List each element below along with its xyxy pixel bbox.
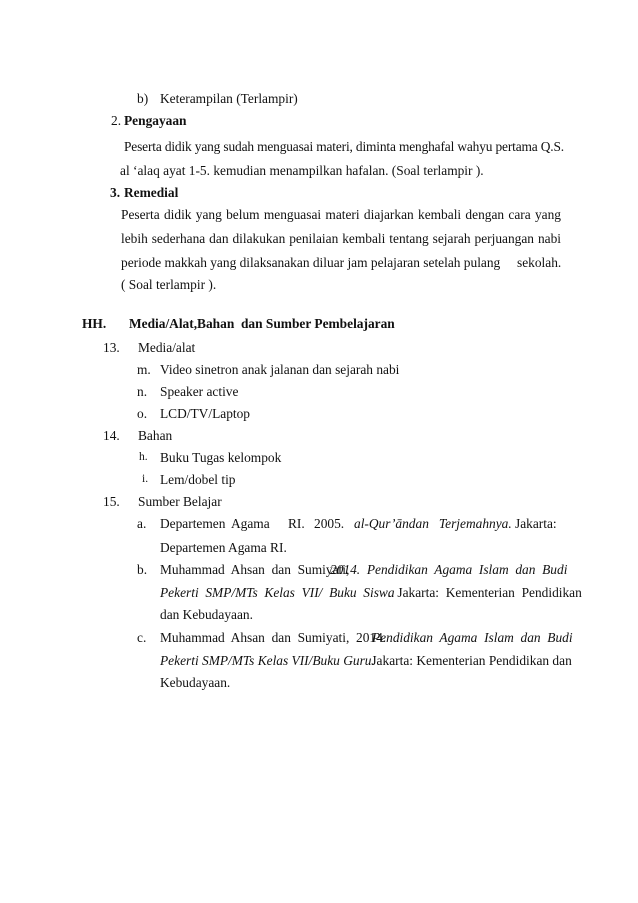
list-marker: a.: [137, 516, 147, 531]
reference-text: Muhammad Ahsan dan Sumiyati, 2014.: [160, 630, 387, 645]
reference-title: 2014. Pendidikan Agama Islam dan Budi: [330, 562, 568, 577]
reference-text: RI.: [288, 516, 305, 531]
paragraph-line: al ‘alaq ayat 1-5. kemudian menampilkan hafalan. (Soal terlampir ).: [120, 163, 484, 178]
paragraph-line: Peserta didik yang belum menguasai materi diajarkan kembali dengan cara yang: [121, 207, 561, 222]
reference-text: . Jakarta: Kementerian Pendidikan: [384, 585, 582, 600]
reference-title: Pekerti SMP/MTs Kelas VII/Buku Guru.: [160, 653, 375, 668]
list-number: 13.: [103, 340, 120, 355]
section-heading-remedial: Remedial: [124, 185, 179, 200]
section-number: HH.: [82, 316, 107, 331]
reference-text: Muhammad Ahsan dan Sumiyati,: [160, 562, 350, 577]
list-item-text: Lem/dobel tip: [160, 472, 236, 487]
paragraph-line: periode makkah yang dilaksanakan diluar jam pelajaran setelah pulang sekolah.: [121, 255, 562, 270]
list-item-text: Buku Tugas kelompok: [160, 450, 282, 465]
list-heading: Sumber Belajar: [138, 494, 222, 509]
section-heading-hh: Media/Alat,Bahan dan Sumber Pembelajaran: [129, 316, 395, 331]
list-marker: n.: [137, 384, 148, 399]
reference-title: Pekerti SMP/MTs Kelas VII/ Buku Siswa: [160, 585, 395, 600]
paragraph-line: lebih sederhana dan dilakukan penilaian kembali tentang sejarah perjuangan nabi: [121, 231, 561, 246]
reference-text: Jakarta:: [515, 516, 557, 531]
reference-text: Departemen Agama RI.: [160, 540, 287, 555]
list-item-text: Keterampilan (Terlampir): [160, 91, 298, 106]
list-marker: c.: [137, 630, 147, 645]
list-marker: m.: [137, 362, 151, 377]
reference-text: Kebudayaan.: [160, 675, 231, 690]
reference-text: 2005.: [314, 516, 345, 531]
reference-title: al-Qur’āndan Terjemahnya.: [354, 516, 512, 531]
list-heading: Bahan: [138, 428, 173, 443]
paragraph-line: Peserta didik yang sudah menguasai materi, diminta menghafal wahyu pertama Q.S.: [124, 139, 564, 154]
list-marker: b): [137, 91, 149, 106]
section-number: 2.: [111, 113, 122, 128]
reference-text: Agama: [231, 516, 270, 531]
list-item-text: LCD/TV/Laptop: [160, 406, 251, 421]
reference-text: Jakarta: Kementerian Pendidikan dan: [368, 653, 572, 668]
list-item-text: Speaker active: [160, 384, 239, 399]
reference-text: Departemen: [160, 516, 226, 531]
list-marker: o.: [137, 406, 148, 421]
section-heading-pengayaan: Pengayaan: [124, 113, 187, 128]
list-marker: h.: [139, 451, 148, 463]
list-item-text: Video sinetron anak jalanan dan sejarah nabi: [160, 362, 400, 377]
list-number: 15.: [103, 494, 120, 509]
list-heading: Media/alat: [138, 340, 196, 355]
paragraph-line: ( Soal terlampir ).: [121, 277, 217, 292]
section-number: 3.: [110, 185, 121, 200]
list-marker: b.: [137, 562, 148, 577]
list-number: 14.: [103, 428, 120, 443]
list-marker: i.: [142, 473, 149, 485]
reference-text: dan Kebudayaan.: [160, 607, 253, 622]
reference-title: Pendidikan Agama Islam dan Budi: [372, 630, 573, 645]
